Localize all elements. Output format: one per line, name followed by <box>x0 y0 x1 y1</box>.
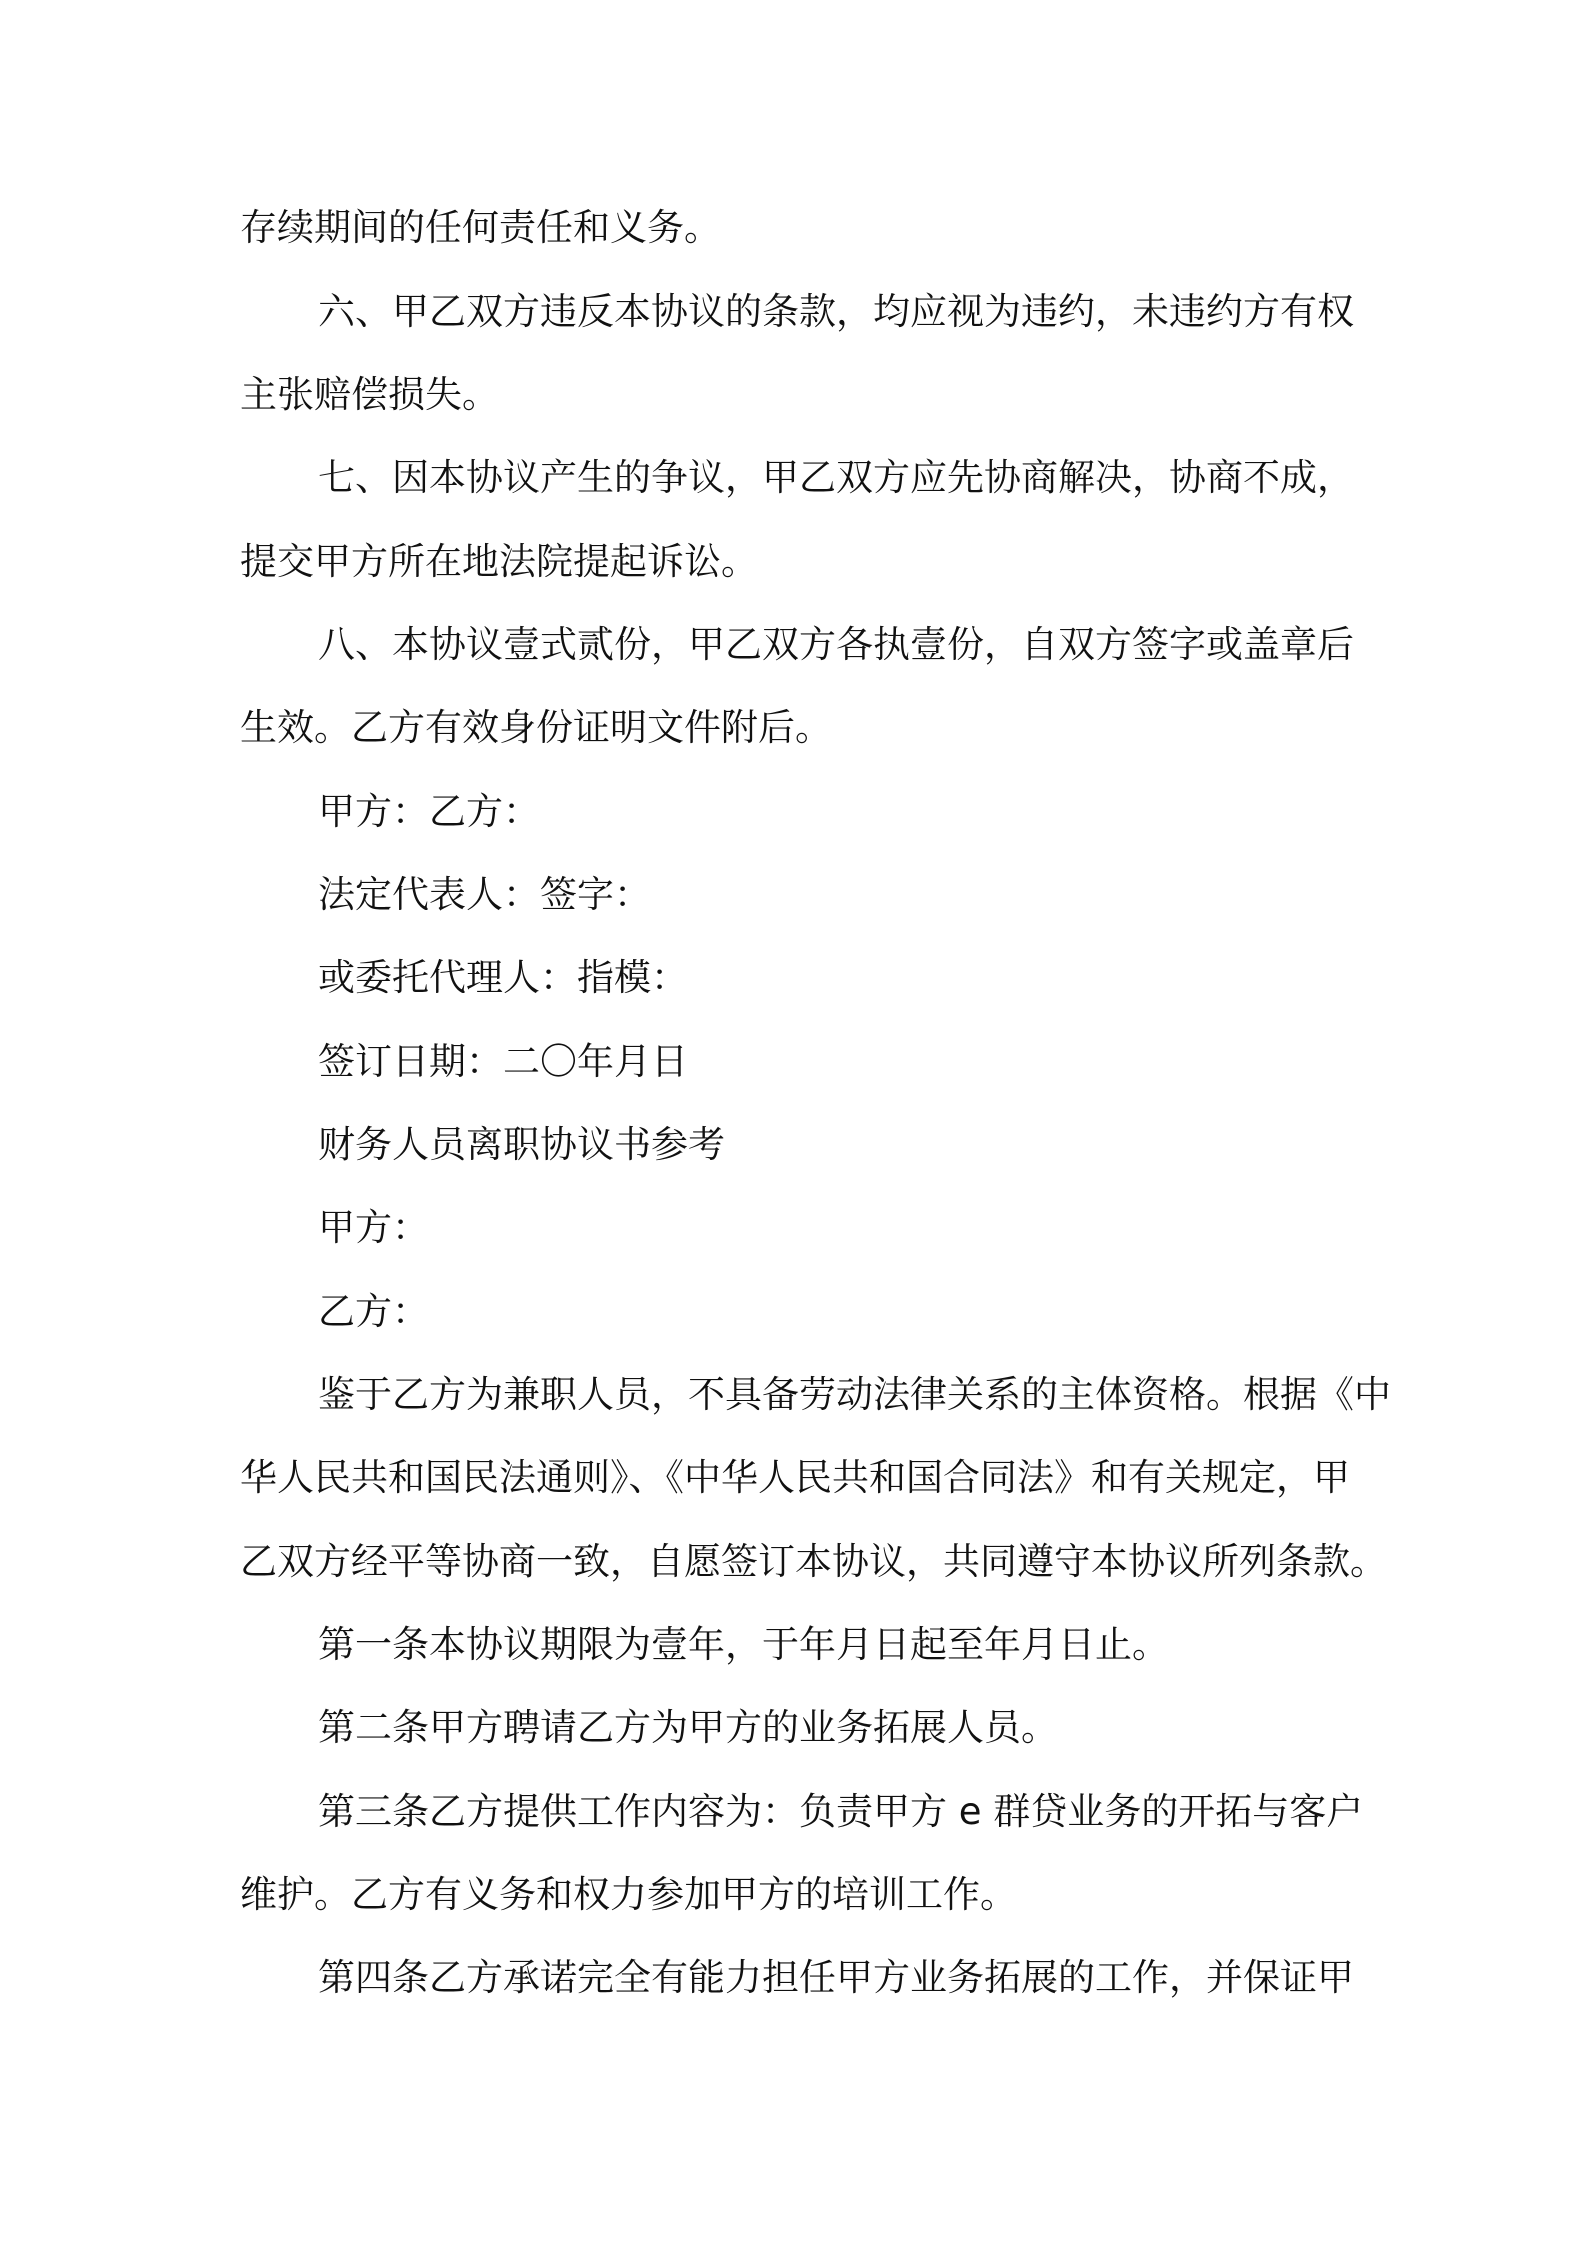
text-line: 存续期间的任何责任和义务。 <box>240 206 721 249</box>
signature-representative: 法定代表人：签字： <box>318 873 651 916</box>
clause-8-line-2: 生效。乙方有效身份证明文件附后。 <box>240 706 832 749</box>
preamble-line-1: 鉴于乙方为兼职人员，不具备劳动法律关系的主体资格。根据《中 <box>318 1373 1391 1416</box>
clause-8-line-1: 八、本协议壹式贰份，甲乙双方各执壹份，自双方签字或盖章后 <box>318 623 1354 666</box>
signature-agent: 或委托代理人：指模： <box>318 956 688 999</box>
signature-parties: 甲方：乙方： <box>318 790 540 833</box>
clause-7-line-2: 提交甲方所在地法院提起诉讼。 <box>240 540 758 583</box>
clause-6-line-1: 六、甲乙双方违反本协议的条款，均应视为违约，未违约方有权 <box>318 290 1354 333</box>
clause-6-line-2: 主张赔偿损失。 <box>240 373 499 416</box>
article-3-line-2: 维护。乙方有义务和权力参加甲方的培训工作。 <box>240 1873 1017 1916</box>
article-1: 第一条本协议期限为壹年，于年月日起至年月日止。 <box>318 1623 1169 1666</box>
party-b-label: 乙方： <box>318 1290 429 1333</box>
signing-date: 签订日期：二〇年月日 <box>318 1040 688 1083</box>
preamble-line-3: 乙双方经平等协商一致，自愿签订本协议，共同遵守本协议所列条款。 <box>240 1540 1387 1583</box>
article-2: 第二条甲方聘请乙方为甲方的业务拓展人员。 <box>318 1706 1058 1749</box>
article-4-line-1: 第四条乙方承诺完全有能力担任甲方业务拓展的工作，并保证甲 <box>318 1956 1354 1999</box>
second-agreement-title: 财务人员离职协议书参考 <box>318 1123 725 1166</box>
preamble-line-2: 华人民共和国民法通则》、《中华人民共和国合同法》和有关规定，甲 <box>240 1456 1350 1499</box>
clause-7-line-1: 七、因本协议产生的争议，甲乙双方应先协商解决，协商不成， <box>318 456 1354 499</box>
article-3-line-1: 第三条乙方提供工作内容为：负责甲方 e 群贷业务的开拓与客户 <box>318 1790 1364 1833</box>
party-a-label: 甲方： <box>318 1206 429 1249</box>
